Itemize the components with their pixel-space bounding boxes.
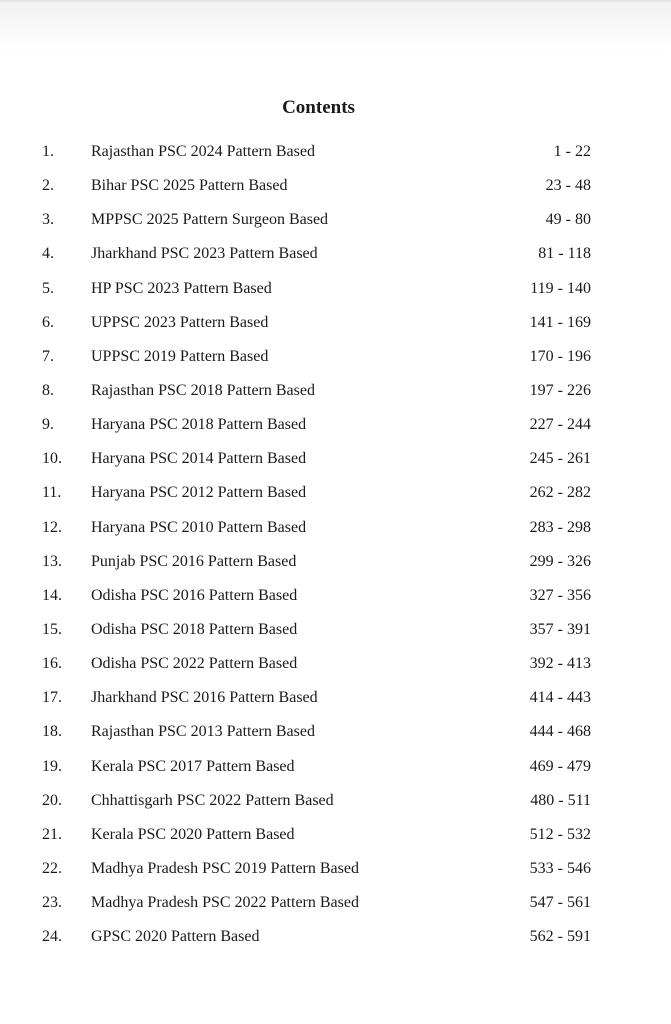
entry-page-range: 283 - 298 [529,518,591,536]
entry-page-range: 81 - 118 [538,245,591,263]
entry-number: 13. [42,552,62,570]
entry-number: 4. [42,245,54,263]
entry-number: 14. [42,586,62,604]
entry-number: 5. [42,279,54,297]
entry-title: Bihar PSC 2025 Pattern Based [91,177,288,195]
contents-list [0,141,671,960]
entry-title: Haryana PSC 2014 Pattern Based [91,450,307,468]
entry-number: 21. [42,825,62,843]
entry-number: 6. [42,313,54,331]
contents-row [0,790,671,824]
contents-row [0,448,671,482]
entry-number: 7. [42,347,54,365]
entry-title: Jharkhand PSC 2023 Pattern Based [91,245,318,263]
entry-title: Rajasthan PSC 2013 Pattern Based [91,723,315,741]
entry-page-range: 49 - 80 [545,211,591,229]
contents-row [0,312,671,346]
entry-title: Haryana PSC 2012 Pattern Based [91,484,307,502]
entry-page-range: 547 - 561 [529,894,591,912]
entry-title: Odisha PSC 2018 Pattern Based [91,620,298,638]
entry-title: UPPSC 2023 Pattern Based [91,313,269,331]
entry-number: 11. [42,484,62,502]
entry-page-range: 480 - 511 [530,791,591,809]
contents-row [0,926,671,960]
entry-page-range: 533 - 546 [529,859,591,877]
contents-row [0,551,671,585]
entry-number: 18. [42,723,62,741]
entry-page-range: 299 - 326 [529,552,591,570]
contents-row [0,175,671,209]
entry-page-range: 1 - 22 [553,143,591,160]
entry-title: GPSC 2020 Pattern Based [91,928,260,946]
entry-page-range: 170 - 196 [529,347,591,365]
entry-number: 9. [42,416,54,434]
entry-title: MPPSC 2025 Pattern Surgeon Based [91,211,329,229]
entry-page-range: 141 - 169 [529,313,591,331]
entry-title: Odisha PSC 2016 Pattern Based [91,586,298,604]
contents-row [0,585,671,619]
entry-number: 15. [42,620,62,638]
page-title: Contents [282,97,355,118]
contents-row [0,414,671,448]
contents-row [0,858,671,892]
entry-title: Kerala PSC 2020 Pattern Based [91,825,295,843]
entry-number: 10. [42,450,62,468]
contents-row [0,619,671,653]
entry-page-range: 562 - 591 [529,928,591,946]
contents-row [0,482,671,516]
entry-title: Chhattisgarh PSC 2022 Pattern Based [91,791,334,809]
entry-number: 16. [42,655,62,673]
entry-page-range: 414 - 443 [529,689,591,707]
entry-title: Kerala PSC 2017 Pattern Based [91,757,295,775]
entry-number: 8. [42,381,54,399]
entry-title: Haryana PSC 2018 Pattern Based [91,416,307,434]
contents-row [0,380,671,414]
entry-title: HP PSC 2023 Pattern Based [91,279,272,297]
entry-page-range: 357 - 391 [529,620,591,638]
entry-number: 20. [42,791,62,809]
entry-number: 24. [42,928,62,946]
page-top-edge [0,0,671,2]
contents-row [0,721,671,755]
entry-number: 12. [42,518,62,536]
entry-page-range: 197 - 226 [529,381,591,399]
entry-title: UPPSC 2019 Pattern Based [91,347,269,365]
contents-row [0,824,671,858]
entry-number: 3. [42,211,54,229]
entry-page-range: 262 - 282 [529,484,591,502]
page-top-shadow [0,0,671,52]
entry-number: 23. [42,894,62,912]
entry-number: 1. [42,143,54,160]
entry-number: 19. [42,757,62,775]
entry-title: Madhya Pradesh PSC 2022 Pattern Based [91,894,359,912]
entry-title: Jharkhand PSC 2016 Pattern Based [91,689,318,707]
entry-title: Madhya Pradesh PSC 2019 Pattern Based [91,859,359,877]
contents-row [0,653,671,687]
contents-row [0,346,671,380]
entry-page-range: 245 - 261 [529,450,591,468]
entry-page-range: 392 - 413 [529,655,591,673]
entry-title: Punjab PSC 2016 Pattern Based [91,552,297,570]
contents-row [0,141,671,175]
entry-page-range: 512 - 532 [529,825,591,843]
contents-row [0,243,671,277]
contents-row [0,278,671,312]
contents-row [0,687,671,721]
entry-title: Haryana PSC 2010 Pattern Based [91,518,307,536]
entry-page-range: 327 - 356 [529,586,591,604]
contents-row [0,892,671,926]
entry-page-range: 444 - 468 [529,723,591,741]
entry-number: 17. [42,689,62,707]
entry-number: 22. [42,859,62,877]
entry-title: Rajasthan PSC 2018 Pattern Based [91,381,315,399]
entry-title: Rajasthan PSC 2024 Pattern Based [91,143,315,160]
contents-row [0,517,671,551]
entry-page-range: 23 - 48 [545,177,591,195]
entry-number: 2. [42,177,54,195]
entry-page-range: 119 - 140 [530,279,591,297]
entry-title: Odisha PSC 2022 Pattern Based [91,655,298,673]
entry-page-range: 227 - 244 [529,416,591,434]
contents-row [0,209,671,243]
entry-page-range: 469 - 479 [529,757,591,775]
contents-row [0,756,671,790]
